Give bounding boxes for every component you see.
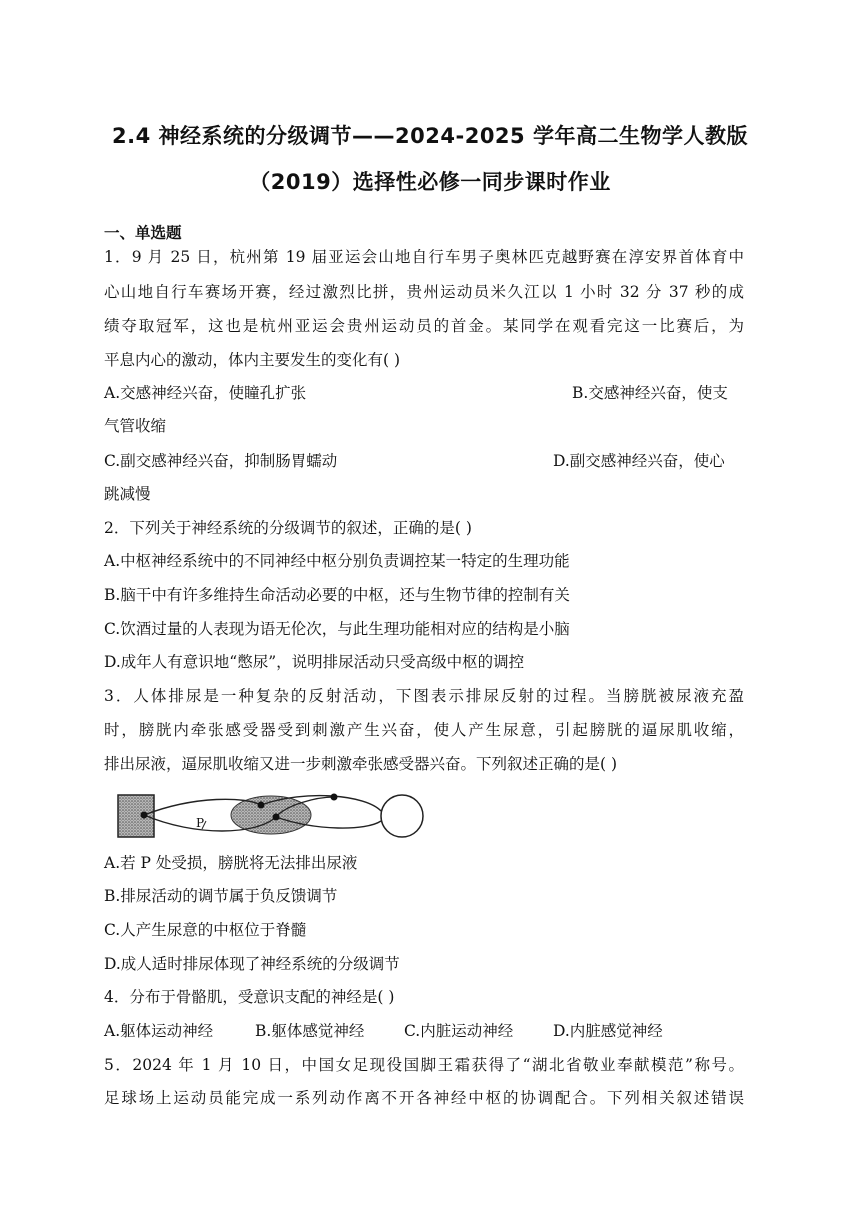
q3-option-c: C.人产生尿意的中枢位于脊髓 (104, 921, 307, 939)
q1-option-d-continued: 跳减慢 (104, 485, 151, 503)
q5-stem-line-1: 5．2024 年 1 月 10 日，中国女足现役国脚王霜获得了“湖北省敬业奉献模范”称号。 (104, 1056, 744, 1074)
effector-block (118, 795, 154, 837)
synapse-dot (273, 814, 280, 821)
q5-stem-line-2: 足球场上运动员能完成一系列动作离不开各神经中枢的协调配合。下列相关叙述错误 (104, 1089, 744, 1107)
q1-option-a: A.交感神经兴奋，使瞳孔扩张 (104, 384, 307, 402)
q4-option-d: D.内脏感觉神经 (553, 1022, 663, 1040)
q2-option-d: D.成年人有意识地“憋尿”，说明排尿活动只受高级中枢的调控 (104, 653, 525, 671)
q1-option-d: D.副交感神经兴奋，使心 (553, 452, 725, 470)
q1-option-b-continued: 气管收缩 (104, 417, 167, 435)
q2-option-c: C.饮酒过量的人表现为语无伦次，与此生理功能相对应的结构是小脑 (104, 620, 570, 638)
reflex-arc-figure (116, 791, 436, 843)
q3-stem-line-3: 排出尿液，逼尿肌收缩又进一步刺激牵张感受器兴奋。下列叙述正确的是( ) (104, 755, 618, 773)
q2-option-a: A.中枢神经系统中的不同神经中枢分别负责调控某一特定的生理功能 (104, 552, 570, 570)
q1-stem-line-1: 1．9 月 25 日，杭州第 19 届亚运会山地自行车男子奥林匹克越野赛在淳安界首体育中 (104, 248, 744, 266)
q4-option-b: B.躯体感觉神经 (255, 1022, 365, 1040)
bladder-circle (381, 795, 423, 837)
q2-stem: 2．下列关于神经系统的分级调节的叙述，正确的是( ) (104, 519, 472, 537)
q2-option-b: B.脑干中有许多维持生命活动必要的中枢，还与生物节律的控制有关 (104, 586, 570, 604)
synapse-dot (258, 802, 265, 809)
q4-stem: 4．分布于骨骼肌，受意识支配的神经是( ) (104, 988, 395, 1006)
q3-option-d: D.成人适时排尿体现了神经系统的分级调节 (104, 955, 400, 973)
q4-option-a: A.躯体运动神经 (104, 1022, 214, 1040)
q3-option-a: A.若 P 处受损，膀胱将无法排出尿液 (104, 854, 358, 872)
synapse-dot (331, 794, 338, 801)
q3-stem-line-1: 3．人体排尿是一种复杂的反射活动，下图表示排尿反射的过程。当膀胱被尿液充盈 (104, 687, 744, 705)
synapse-dot (141, 812, 148, 819)
q4-option-c: C.内脏运动神经 (404, 1022, 514, 1040)
figure-label-p: P (196, 816, 205, 830)
q3-stem-line-2: 时，膀胱内牵张感受器受到刺激产生兴奋，使人产生尿意，引起膀胱的逼尿肌收缩， (104, 721, 744, 739)
q1-option-b: B.交感神经兴奋，使支 (572, 384, 728, 402)
q1-stem-line-3: 绩夺取冠军，这也是杭州亚运会贵州运动员的首金。某同学在观看完这一比赛后，为 (104, 317, 744, 335)
q1-option-c: C.副交感神经兴奋，抑制肠胃蠕动 (104, 452, 338, 470)
document-title-line-2: （2019）选择性必修一同步课时作业 (249, 170, 611, 194)
document-title-line-1: 2.4 神经系统的分级调节——2024-2025 学年高二生物学人教版 (112, 124, 748, 148)
q3-option-b: B.排尿活动的调节属于负反馈调节 (104, 887, 338, 905)
section-heading: 一、单选题 (104, 224, 182, 242)
q1-stem-line-2: 心山地自行车赛场开赛，经过激烈比拼，贵州运动员米久江以 1 小时 32 分 37 秒的成 (104, 283, 744, 301)
q1-stem-line-4: 平息内心的激动，体内主要发生的变化有( ) (104, 351, 401, 369)
